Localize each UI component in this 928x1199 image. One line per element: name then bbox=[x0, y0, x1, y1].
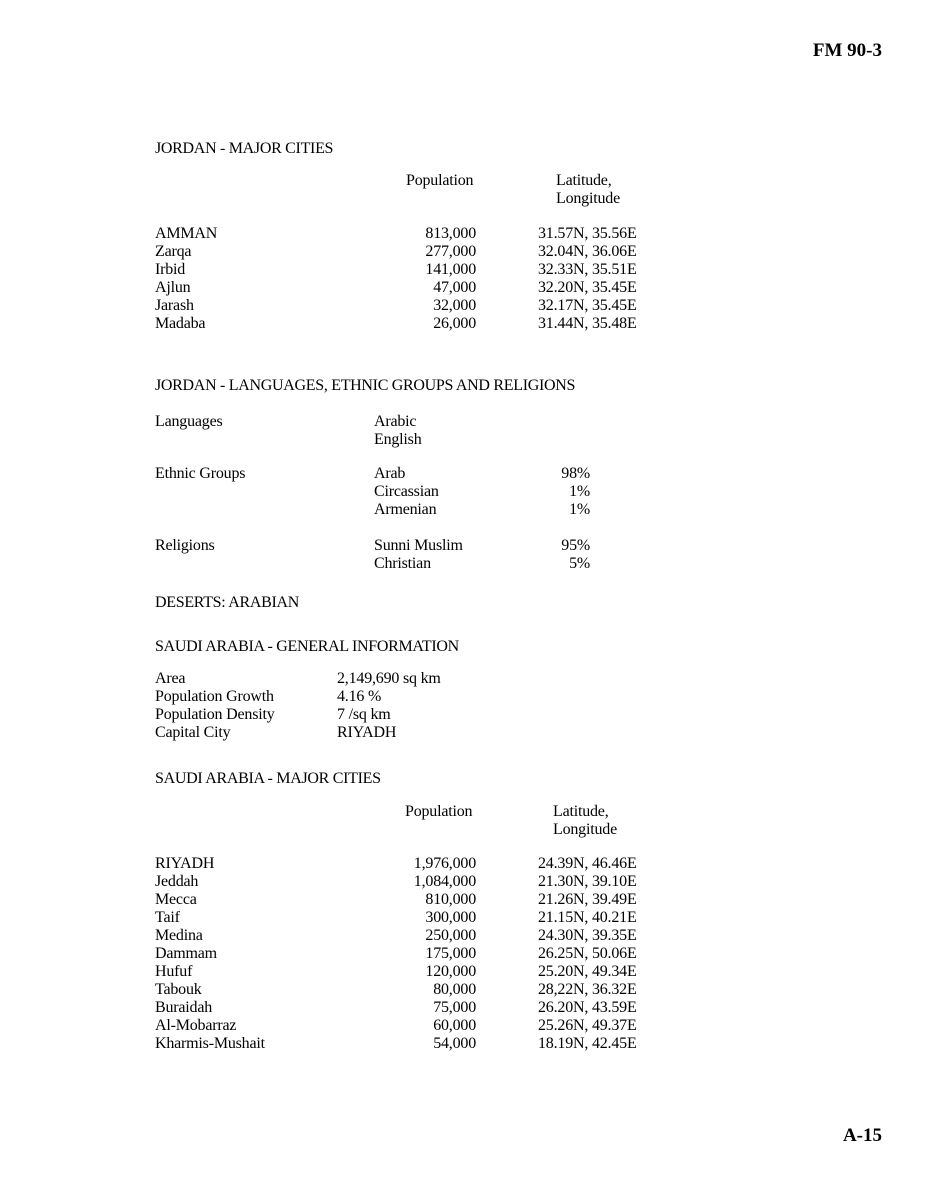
city-coords: 24.30N, 39.35E bbox=[538, 927, 637, 944]
city-population: 810,000 bbox=[425, 891, 476, 908]
table-row bbox=[0, 855, 928, 873]
city-coords: 25.20N, 49.34E bbox=[538, 963, 637, 980]
city-population: 47,000 bbox=[433, 279, 476, 296]
list-item bbox=[0, 501, 928, 519]
table-row bbox=[0, 891, 928, 909]
table-row bbox=[0, 279, 928, 297]
city-coords: 32.33N, 35.51E bbox=[538, 261, 637, 278]
info-label: Population Growth bbox=[155, 688, 274, 705]
table-row bbox=[0, 945, 928, 963]
table-row bbox=[0, 981, 928, 999]
table-row bbox=[0, 963, 928, 981]
ethnic-name: Arab bbox=[374, 465, 406, 482]
city-name: Zarqa bbox=[155, 243, 192, 260]
city-population: 80,000 bbox=[433, 981, 476, 998]
info-value: RIYADH bbox=[337, 724, 397, 741]
document-id: FM 90-3 bbox=[812, 40, 882, 61]
info-value: 2,149,690 sq km bbox=[337, 670, 441, 687]
city-coords: 25.26N, 49.37E bbox=[538, 1017, 637, 1034]
jordan-cities-title: JORDAN - MAJOR CITIES bbox=[155, 140, 334, 157]
city-population: 26,000 bbox=[433, 315, 476, 332]
city-population: 1,976,000 bbox=[413, 855, 476, 872]
city-coords: 21.26N, 39.49E bbox=[538, 891, 637, 908]
city-coords: 24.39N, 46.46E bbox=[538, 855, 637, 872]
city-coords: 21.15N, 40.21E bbox=[538, 909, 637, 926]
city-population: 277,000 bbox=[425, 243, 476, 260]
info-value: 7 /sq km bbox=[337, 706, 391, 723]
table-row bbox=[0, 1035, 928, 1053]
ethnic-groups-label: Ethnic Groups bbox=[155, 465, 246, 482]
table-row bbox=[0, 927, 928, 945]
table-row bbox=[0, 225, 928, 243]
ethnic-percent: 1% bbox=[569, 483, 590, 500]
city-name: Taif bbox=[155, 909, 180, 926]
table-row bbox=[0, 297, 928, 315]
city-coords: 28,22N, 36.32E bbox=[538, 981, 637, 998]
city-coords: 18.19N, 42.45E bbox=[538, 1035, 637, 1052]
city-coords: 26.20N, 43.59E bbox=[538, 999, 637, 1016]
city-name: Jeddah bbox=[155, 873, 199, 890]
city-name: Dammam bbox=[155, 945, 217, 962]
saudi-col-latlong-2: Longitude bbox=[553, 821, 617, 838]
city-population: 60,000 bbox=[433, 1017, 476, 1034]
list-item bbox=[0, 555, 928, 573]
city-population: 250,000 bbox=[425, 927, 476, 944]
languages-label: Languages bbox=[155, 413, 223, 430]
religions-label: Religions bbox=[155, 537, 215, 554]
saudi-cities-title: SAUDI ARABIA - MAJOR CITIES bbox=[155, 770, 381, 787]
city-population: 32,000 bbox=[433, 297, 476, 314]
city-name: Madaba bbox=[155, 315, 206, 332]
religion-name: Christian bbox=[374, 555, 431, 572]
city-coords: 26.25N, 50.06E bbox=[538, 945, 637, 962]
info-row bbox=[0, 706, 928, 724]
city-population: 175,000 bbox=[425, 945, 476, 962]
city-population: 813,000 bbox=[425, 225, 476, 242]
city-name: Irbid bbox=[155, 261, 186, 278]
list-item bbox=[0, 537, 928, 555]
info-label: Area bbox=[155, 670, 186, 687]
table-row bbox=[0, 261, 928, 279]
city-population: 75,000 bbox=[433, 999, 476, 1016]
city-coords: 32.17N, 35.45E bbox=[538, 297, 637, 314]
ethnic-percent: 98% bbox=[561, 465, 590, 482]
city-coords: 32.04N, 36.06E bbox=[538, 243, 637, 260]
table-row bbox=[0, 873, 928, 891]
language-item: English bbox=[374, 431, 422, 448]
city-population: 120,000 bbox=[425, 963, 476, 980]
list-item bbox=[0, 483, 928, 501]
info-row bbox=[0, 688, 928, 706]
city-name: Kharmis-Mushait bbox=[155, 1035, 265, 1052]
jordan-demographics-title: JORDAN - LANGUAGES, ETHNIC GROUPS AND RELIGIONS bbox=[155, 377, 576, 394]
city-population: 54,000 bbox=[433, 1035, 476, 1052]
jordan-col-latlong-2: Longitude bbox=[556, 190, 620, 207]
city-name: Jarash bbox=[155, 297, 194, 314]
city-population: 141,000 bbox=[425, 261, 476, 278]
ethnic-name: Armenian bbox=[374, 501, 437, 518]
table-row bbox=[0, 909, 928, 927]
jordan-col-population: Population bbox=[406, 172, 474, 189]
table-row bbox=[0, 315, 928, 333]
deserts-title: DESERTS: ARABIAN bbox=[155, 594, 300, 611]
city-name: Tabouk bbox=[155, 981, 202, 998]
city-name: RIYADH bbox=[155, 855, 215, 872]
city-coords: 32.20N, 35.45E bbox=[538, 279, 637, 296]
city-population: 1,084,000 bbox=[413, 873, 476, 890]
city-population: 300,000 bbox=[425, 909, 476, 926]
list-item bbox=[0, 465, 928, 483]
jordan-col-latlong-1: Latitude, bbox=[556, 172, 612, 189]
language-item: Arabic bbox=[374, 413, 417, 430]
info-label: Capital City bbox=[155, 724, 231, 741]
city-name: Hufuf bbox=[155, 963, 193, 980]
ethnic-percent: 1% bbox=[569, 501, 590, 518]
table-row bbox=[0, 1017, 928, 1035]
city-name: Buraidah bbox=[155, 999, 213, 1016]
city-name: Al-Mobarraz bbox=[155, 1017, 237, 1034]
city-coords: 31.44N, 35.48E bbox=[538, 315, 637, 332]
saudi-general-title: SAUDI ARABIA - GENERAL INFORMATION bbox=[155, 638, 459, 655]
info-value: 4.16 % bbox=[337, 688, 382, 705]
religion-percent: 95% bbox=[561, 537, 590, 554]
city-name: Mecca bbox=[155, 891, 197, 908]
page-number: A-15 bbox=[842, 1125, 882, 1146]
saudi-col-latlong-1: Latitude, bbox=[553, 803, 609, 820]
city-coords: 31.57N, 35.56E bbox=[538, 225, 637, 242]
city-name: Medina bbox=[155, 927, 203, 944]
city-name: Ajlun bbox=[155, 279, 191, 296]
table-row bbox=[0, 999, 928, 1017]
info-row bbox=[0, 670, 928, 688]
religion-percent: 5% bbox=[569, 555, 590, 572]
city-name: AMMAN bbox=[155, 225, 218, 242]
city-coords: 21.30N, 39.10E bbox=[538, 873, 637, 890]
table-row bbox=[0, 243, 928, 261]
info-label: Population Density bbox=[155, 706, 275, 723]
saudi-col-population: Population bbox=[405, 803, 473, 820]
info-row bbox=[0, 724, 928, 742]
ethnic-name: Circassian bbox=[374, 483, 439, 500]
religion-name: Sunni Muslim bbox=[374, 537, 463, 554]
